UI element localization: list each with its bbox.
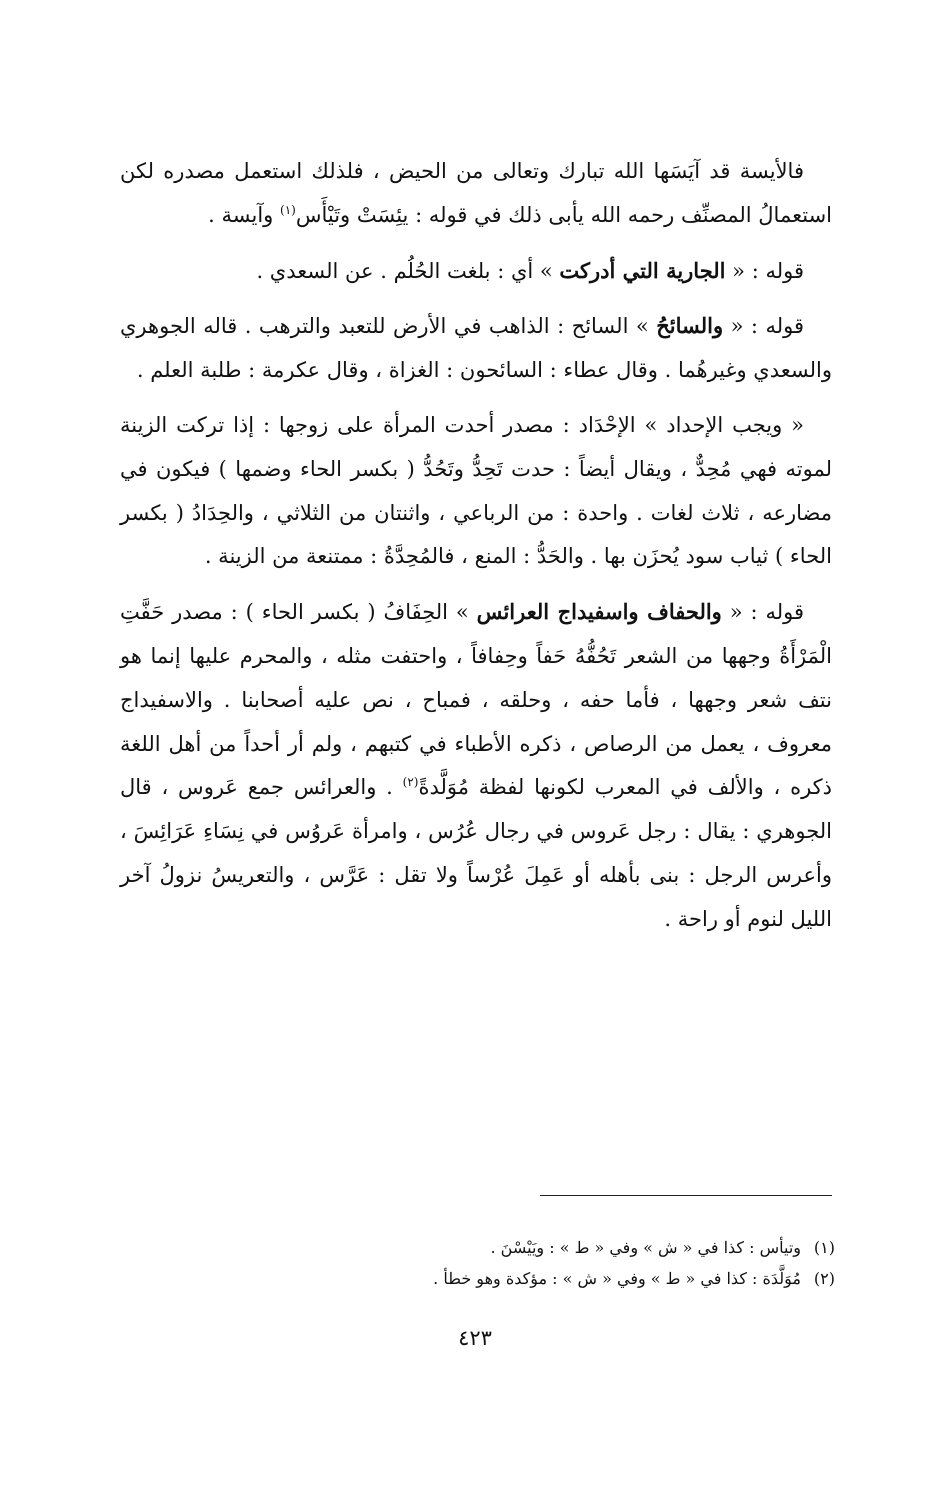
- footnote-number: (٢): [813, 1269, 835, 1288]
- paragraph-hifaf: [120, 590, 832, 941]
- paragraph-jariya: [120, 249, 832, 294]
- footnote-ref-1[interactable]: (١): [280, 202, 296, 217]
- paragraph-text: قوله : «: [721, 600, 804, 625]
- footnote-2: [250, 1263, 835, 1294]
- footnote-ref-2[interactable]: (٢): [402, 775, 419, 790]
- paragraph-text: قوله : «: [723, 314, 804, 339]
- footnote-1: [250, 1232, 835, 1263]
- paragraph-text: » السائح : الذاهب في الأرض للتعبد والترهب . قاله الجوهري والسعدي وغيرهُما . وقال عطاء : السائحون : الغزاة ، وقال عكرمة : طلبة العلم .: [120, 314, 832, 383]
- page-number: ٤٢٣: [458, 1326, 492, 1350]
- paragraph-text: « ويجب الإحداد » الإحْدَاد : مصدر أحدت المرأة على زوجها : إذا تركت الزينة لموته فهي مُحِدٌّ ، ويقال أيضاً : حدت تَحِدُّ وتَحُدُّ ( بكسر الحاء وضمها ) فيكون في مضارعه ، ثلاث لغات . واحدة : من الرباعي ، واثنتان من الثلاثي ، والحِدَادُ ( بكسر الحاء ) ثياب سود يُحزَن بها . والحَدُّ : المنع ، فالمُحِدَّةُ : ممتنعة من الزينة .: [120, 412, 832, 569]
- paragraph-ayisa: [120, 150, 832, 238]
- paragraph-text: . والعرائس جمع عَروس ، قال الجوهري : يقال : رجل عَروس في رجال عُرُس ، وامرأة عَروُس في نِسَاءِ عَرَائِسَ ، وأعرس الرجل : بنى بأهله أو عَمِلَ عُرْساً ولا تقل : عَرَّس ، والتعريسُ نزولُ آخر الليل لنوم أو راحة .: [120, 775, 832, 931]
- paragraph-text: وآيسة .: [208, 202, 280, 227]
- footnote-divider: [540, 1195, 832, 1196]
- paragraph-saih: [120, 304, 832, 393]
- paragraph-text: » الحِفَافُ ( بكسر الحاء ) : مصدر حَفَّتِ الْمَرْأَةُ وجهها من الشعر تَحُفُّهُ حَفاً وحِفافاً ، واحتفت مثله ، والمحرم عليها إنما هو نتف شعر وجهها ، فأما حفه ، وحلقه ، فمباح ، نص عليه أصحابنا . والاسفيداج معروف ، يعمل من الرصاص ، ذكره الأطباء في كتبهم ، ولم أر أحداً من أهل اللغة ذكره ، والألف في المعرب لكونها لفظة مُوَلَّدةً: [120, 600, 833, 800]
- page-body: [120, 150, 832, 953]
- footnote-text: مُوَلَّدَة : كذا في « ط » وفي « ش » : مؤكدة وهو خطأ .: [433, 1269, 801, 1288]
- footnotes: [250, 1232, 835, 1294]
- footnote-number: (١): [813, 1238, 835, 1257]
- paragraph-ihdad: [120, 404, 832, 579]
- headword: والسائحُ: [656, 313, 724, 339]
- footnote-text: وتيأس : كذا في « ش » وفي « ط » : ويَيْسْنَ .: [490, 1238, 801, 1257]
- headword: الجارية التي أدركت: [559, 257, 726, 283]
- paragraph-text: فالأيسة قد آيَسَها الله تبارك وتعالى من الحيض ، فلذلك استعمل مصدره لكن استعمالُ المصنِّف رحمه الله يأبى ذلك في قوله : يئِسَتْ وتَيْأَس: [120, 159, 832, 227]
- paragraph-text: قوله : «: [725, 258, 804, 283]
- headword: والحفاف واسفيداج العرائس: [476, 599, 722, 625]
- paragraph-text: » أي : بلغت الحُلُم . عن السعدي .: [256, 258, 560, 283]
